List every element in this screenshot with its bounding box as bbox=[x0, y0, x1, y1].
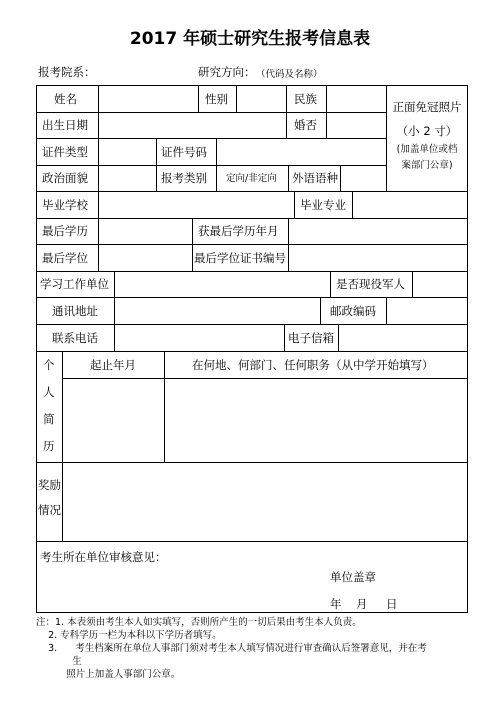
work-unit-field[interactable] bbox=[115, 273, 329, 295]
email-field[interactable] bbox=[339, 326, 467, 348]
political-status-label: 政治面貌 bbox=[42, 171, 88, 185]
degree-cert-field[interactable] bbox=[289, 246, 467, 268]
resume-period-field[interactable] bbox=[63, 380, 163, 460]
foreign-language-label: 外语语种 bbox=[292, 171, 338, 185]
direction-label: 研究方向： bbox=[198, 65, 256, 79]
resume-period-header: 起止年月 bbox=[90, 358, 136, 372]
resume-char-2: 人 bbox=[43, 385, 55, 399]
name-field[interactable] bbox=[99, 89, 197, 111]
id-number-field[interactable] bbox=[217, 140, 385, 162]
postal-code-label: 邮政编码 bbox=[330, 304, 376, 318]
ethnicity-field[interactable] bbox=[327, 89, 385, 111]
phone-field[interactable] bbox=[115, 326, 283, 348]
resume-char-4: 历 bbox=[43, 439, 55, 453]
note-2: 2. 专科学历一栏为本科以下学历者填写。 bbox=[36, 630, 222, 641]
note-3-end: 照片上加盖人事部门公章。 bbox=[36, 669, 181, 680]
email-label: 电子信箱 bbox=[288, 331, 334, 345]
birth-date-label: 出生日期 bbox=[42, 118, 88, 132]
graduate-school-field[interactable] bbox=[99, 193, 293, 215]
resume-char-1: 个 bbox=[43, 358, 55, 372]
application-type-options: 定向/非定向 bbox=[226, 173, 277, 184]
seal-label: 单位盖章 bbox=[330, 570, 376, 584]
notes bbox=[36, 616, 466, 681]
mailing-address-label: 通讯地址 bbox=[52, 304, 98, 318]
work-unit-label: 学习工作单位 bbox=[40, 277, 109, 291]
active-military-field[interactable] bbox=[413, 273, 467, 295]
page-title: 2017 年硕士研究生报考信息表 bbox=[129, 29, 371, 49]
resume-char-3: 简 bbox=[43, 412, 55, 426]
graduate-major-field[interactable] bbox=[353, 193, 467, 215]
foreign-language-field[interactable] bbox=[341, 167, 385, 189]
photo-note-1: (加盖单位或档 bbox=[396, 144, 458, 155]
highest-degree-field[interactable] bbox=[99, 246, 191, 268]
id-type-field[interactable] bbox=[99, 140, 155, 162]
application-type-label: 报考类别 bbox=[161, 171, 207, 185]
awards-field[interactable] bbox=[63, 464, 467, 540]
marital-status-field[interactable] bbox=[327, 114, 385, 136]
review-opinion-label: 考生所在单位审核意见： bbox=[40, 550, 167, 564]
degree-year-field[interactable] bbox=[289, 220, 467, 242]
date-year-label: 年 bbox=[330, 597, 342, 611]
name-label: 姓名 bbox=[54, 92, 77, 106]
ethnicity-label: 民族 bbox=[294, 92, 317, 106]
note-1: 注：1. 本表须由考生本人如实填写，否则所产生的一切后果由考生本人负责。 bbox=[36, 617, 362, 628]
id-number-label: 证件号码 bbox=[161, 145, 207, 159]
date-month-label: 月 bbox=[356, 597, 368, 611]
mailing-address-field[interactable] bbox=[115, 299, 319, 321]
photo-area bbox=[386, 100, 468, 176]
note-3-cont: 生 bbox=[36, 656, 82, 667]
degree-year-label: 获最后学历年月 bbox=[198, 224, 279, 238]
gender-label: 性别 bbox=[205, 92, 228, 106]
postal-code-field[interactable] bbox=[387, 299, 467, 321]
note-3: 3. 考生档案所在单位人事部门须对考生本人填写情况进行审查确认后签署意见，并在考 bbox=[36, 643, 427, 654]
highest-education-label: 最后学历 bbox=[42, 224, 88, 238]
gender-field[interactable] bbox=[237, 89, 285, 111]
awards-label-1: 奖励 bbox=[38, 478, 61, 492]
graduate-school-label: 毕业学校 bbox=[42, 198, 88, 212]
photo-note-2: 案部门公章) bbox=[401, 160, 453, 171]
id-type-label: 证件类型 bbox=[42, 145, 88, 159]
department-label: 报考院系： bbox=[38, 65, 96, 79]
degree-cert-label: 最后学位证书编号 bbox=[194, 251, 286, 265]
political-status-field[interactable] bbox=[99, 167, 155, 189]
highest-degree-label: 最后学位 bbox=[42, 251, 88, 265]
direction-hint: （代码及名称） bbox=[256, 69, 323, 80]
date-day-label: 日 bbox=[386, 597, 398, 611]
birth-date-field[interactable] bbox=[99, 114, 285, 136]
phone-label: 联系电话 bbox=[52, 331, 98, 345]
awards-label-2: 情况 bbox=[38, 503, 61, 517]
highest-education-field[interactable] bbox=[99, 220, 191, 242]
resume-detail-header: 在何地、何部门、任何职务（从中学开始填写） bbox=[192, 358, 434, 372]
photo-size: （小 2 寸） bbox=[396, 124, 458, 138]
active-military-label: 是否现役军人 bbox=[336, 277, 405, 291]
resume-detail-field[interactable] bbox=[165, 380, 467, 460]
graduate-major-label: 毕业专业 bbox=[300, 198, 346, 212]
marital-status-label: 婚否 bbox=[294, 118, 317, 132]
photo-title: 正面免冠照片 bbox=[392, 100, 462, 114]
